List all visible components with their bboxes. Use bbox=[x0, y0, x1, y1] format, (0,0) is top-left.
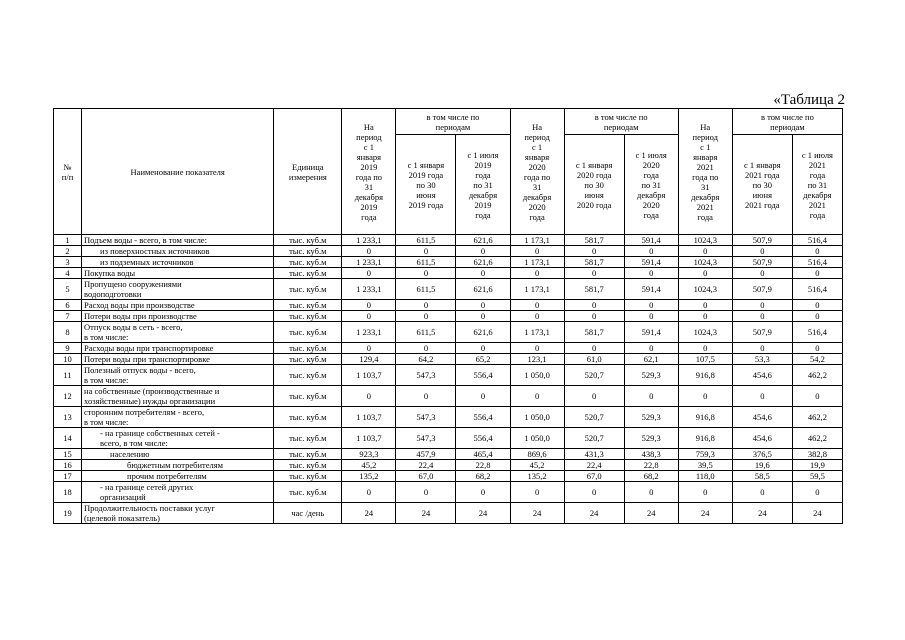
value-cell: 0 bbox=[342, 386, 396, 407]
row-number: 16 bbox=[54, 460, 82, 471]
value-cell: 431,3 bbox=[564, 449, 624, 460]
value-cell: 520,7 bbox=[564, 428, 624, 449]
value-cell: 0 bbox=[342, 246, 396, 257]
indicator-name: Потери воды при производстве bbox=[82, 311, 274, 322]
value-cell: 0 bbox=[792, 300, 842, 311]
value-cell: 611,5 bbox=[396, 235, 456, 246]
value-cell: 0 bbox=[678, 268, 732, 279]
value-cell: 0 bbox=[396, 246, 456, 257]
value-cell: 0 bbox=[396, 343, 456, 354]
table-row bbox=[54, 482, 843, 503]
value-cell: 591,4 bbox=[624, 279, 678, 300]
value-cell: 24 bbox=[678, 503, 732, 524]
indicator-name: на собственные (производственные и хозяйственные) нужды организации bbox=[82, 386, 274, 407]
value-cell: 465,4 bbox=[456, 449, 510, 460]
value-cell: 0 bbox=[510, 482, 564, 503]
value-cell: 0 bbox=[510, 268, 564, 279]
header-period-2019: На период с 1 января 2019 года по 31 декабря 2019 года bbox=[342, 109, 396, 235]
value-cell: 462,2 bbox=[792, 428, 842, 449]
row-number: 13 bbox=[54, 407, 82, 428]
value-cell: 0 bbox=[678, 311, 732, 322]
table-row bbox=[54, 386, 843, 407]
indicator-name: - на границе сетей других организаций bbox=[82, 482, 274, 503]
row-number: 8 bbox=[54, 322, 82, 343]
header-h1-2021: с 1 января 2021 года по 30 июня 2021 года bbox=[732, 135, 792, 235]
value-cell: 54,2 bbox=[792, 354, 842, 365]
value-cell: 22,4 bbox=[396, 460, 456, 471]
value-cell: 1024,3 bbox=[678, 279, 732, 300]
value-cell: 61,0 bbox=[564, 354, 624, 365]
value-cell: 58,5 bbox=[732, 471, 792, 482]
indicator-name: Полезный отпуск воды - всего, в том числе: bbox=[82, 365, 274, 386]
value-cell: 24 bbox=[732, 503, 792, 524]
value-cell: 547,3 bbox=[396, 428, 456, 449]
value-cell: 0 bbox=[678, 482, 732, 503]
value-cell: 516,4 bbox=[792, 257, 842, 268]
indicator-name: сторонним потребителям - всего, в том числе: bbox=[82, 407, 274, 428]
indicator-name: Продолжительность поставки услуг (целевой показатель) bbox=[82, 503, 274, 524]
value-cell: 0 bbox=[792, 482, 842, 503]
value-cell: 376,5 bbox=[732, 449, 792, 460]
value-cell: 0 bbox=[678, 246, 732, 257]
header-period-2021: На период с 1 января 2021 года по 31 декабря 2021 года bbox=[678, 109, 732, 235]
header-subperiods-2020: в том числе по периодам bbox=[564, 109, 678, 135]
value-cell: 0 bbox=[564, 386, 624, 407]
value-cell: 0 bbox=[564, 343, 624, 354]
value-cell: 0 bbox=[564, 268, 624, 279]
value-cell: 1 050,0 bbox=[510, 407, 564, 428]
table-row bbox=[54, 268, 843, 279]
unit-cell: тыс. куб.м bbox=[274, 322, 342, 343]
value-cell: 611,5 bbox=[396, 257, 456, 268]
table-row bbox=[54, 300, 843, 311]
table-row bbox=[54, 471, 843, 482]
value-cell: 129,4 bbox=[342, 354, 396, 365]
indicator-name: Отпуск воды в сеть - всего, в том числе: bbox=[82, 322, 274, 343]
value-cell: 621,6 bbox=[456, 322, 510, 343]
value-cell: 0 bbox=[792, 311, 842, 322]
value-cell: 516,4 bbox=[792, 322, 842, 343]
value-cell: 516,4 bbox=[792, 235, 842, 246]
value-cell: 0 bbox=[678, 343, 732, 354]
value-cell: 869,6 bbox=[510, 449, 564, 460]
indicator-name: Покупка воды bbox=[82, 268, 274, 279]
row-number: 2 bbox=[54, 246, 82, 257]
value-cell: 118,0 bbox=[678, 471, 732, 482]
value-cell: 516,4 bbox=[792, 279, 842, 300]
row-number: 1 bbox=[54, 235, 82, 246]
value-cell: 507,9 bbox=[732, 235, 792, 246]
unit-cell: тыс. куб.м bbox=[274, 235, 342, 246]
unit-cell: тыс. куб.м bbox=[274, 428, 342, 449]
value-cell: 1 173,1 bbox=[510, 235, 564, 246]
row-number: 12 bbox=[54, 386, 82, 407]
value-cell: 0 bbox=[342, 311, 396, 322]
header-h1-2020: с 1 января 2020 года по 30 июня 2020 года bbox=[564, 135, 624, 235]
value-cell: 529,3 bbox=[624, 365, 678, 386]
value-cell: 0 bbox=[510, 246, 564, 257]
value-cell: 39,5 bbox=[678, 460, 732, 471]
value-cell: 0 bbox=[396, 311, 456, 322]
unit-cell: тыс. куб.м bbox=[274, 386, 342, 407]
indicator-name: Потери воды при транспортировке bbox=[82, 354, 274, 365]
value-cell: 0 bbox=[510, 300, 564, 311]
unit-cell: тыс. куб.м bbox=[274, 343, 342, 354]
indicator-name: - на границе собственных сетей - всего, в том числе: bbox=[82, 428, 274, 449]
value-cell: 382,8 bbox=[792, 449, 842, 460]
row-number: 9 bbox=[54, 343, 82, 354]
table-row bbox=[54, 246, 843, 257]
value-cell: 67,0 bbox=[564, 471, 624, 482]
header-subperiods-2021: в том числе по периодам bbox=[732, 109, 842, 135]
value-cell: 591,4 bbox=[624, 322, 678, 343]
value-cell: 611,5 bbox=[396, 279, 456, 300]
value-cell: 591,4 bbox=[624, 257, 678, 268]
value-cell: 0 bbox=[792, 246, 842, 257]
unit-cell: тыс. куб.м bbox=[274, 449, 342, 460]
value-cell: 916,8 bbox=[678, 365, 732, 386]
table-row bbox=[54, 343, 843, 354]
value-cell: 457,9 bbox=[396, 449, 456, 460]
header-unit: Единица измерения bbox=[274, 109, 342, 235]
value-cell: 547,3 bbox=[396, 407, 456, 428]
value-cell: 1024,3 bbox=[678, 257, 732, 268]
value-cell: 64,2 bbox=[396, 354, 456, 365]
value-cell: 67,0 bbox=[396, 471, 456, 482]
value-cell: 19,6 bbox=[732, 460, 792, 471]
value-cell: 547,3 bbox=[396, 365, 456, 386]
value-cell: 0 bbox=[510, 386, 564, 407]
indicator-name: населению bbox=[82, 449, 274, 460]
unit-cell: тыс. куб.м bbox=[274, 460, 342, 471]
row-number: 6 bbox=[54, 300, 82, 311]
value-cell: 19,9 bbox=[792, 460, 842, 471]
value-cell: 1 050,0 bbox=[510, 428, 564, 449]
value-cell: 135,2 bbox=[510, 471, 564, 482]
value-cell: 0 bbox=[456, 300, 510, 311]
value-cell: 22,8 bbox=[456, 460, 510, 471]
row-number: 5 bbox=[54, 279, 82, 300]
value-cell: 0 bbox=[624, 386, 678, 407]
value-cell: 0 bbox=[624, 268, 678, 279]
unit-cell: тыс. куб.м bbox=[274, 268, 342, 279]
indicator-name: из поверхностных источников bbox=[82, 246, 274, 257]
value-cell: 507,9 bbox=[732, 322, 792, 343]
value-cell: 923,3 bbox=[342, 449, 396, 460]
value-cell: 529,3 bbox=[624, 407, 678, 428]
unit-cell: тыс. куб.м bbox=[274, 407, 342, 428]
indicator-name: прочим потребителям bbox=[82, 471, 274, 482]
header-period-2020: На период с 1 января 2020 года по 31 декабря 2020 года bbox=[510, 109, 564, 235]
value-cell: 0 bbox=[396, 300, 456, 311]
value-cell: 0 bbox=[732, 311, 792, 322]
value-cell: 0 bbox=[624, 300, 678, 311]
value-cell: 1 173,1 bbox=[510, 257, 564, 268]
value-cell: 0 bbox=[456, 246, 510, 257]
value-cell: 0 bbox=[510, 311, 564, 322]
value-cell: 68,2 bbox=[624, 471, 678, 482]
value-cell: 581,7 bbox=[564, 235, 624, 246]
value-cell: 24 bbox=[456, 503, 510, 524]
value-cell: 59,5 bbox=[792, 471, 842, 482]
value-cell: 0 bbox=[396, 386, 456, 407]
value-cell: 556,4 bbox=[456, 407, 510, 428]
value-cell: 0 bbox=[564, 300, 624, 311]
row-number: 11 bbox=[54, 365, 82, 386]
value-cell: 916,8 bbox=[678, 407, 732, 428]
value-cell: 62,1 bbox=[624, 354, 678, 365]
value-cell: 0 bbox=[456, 268, 510, 279]
value-cell: 0 bbox=[564, 246, 624, 257]
value-cell: 454,6 bbox=[732, 365, 792, 386]
value-cell: 1 173,1 bbox=[510, 279, 564, 300]
value-cell: 22,8 bbox=[624, 460, 678, 471]
value-cell: 0 bbox=[396, 482, 456, 503]
value-cell: 556,4 bbox=[456, 365, 510, 386]
indicator-name: Расход воды при производстве bbox=[82, 300, 274, 311]
value-cell: 0 bbox=[732, 482, 792, 503]
table-row bbox=[54, 449, 843, 460]
value-cell: 0 bbox=[456, 311, 510, 322]
value-cell: 1 233,1 bbox=[342, 279, 396, 300]
indicator-name: из подземных источников bbox=[82, 257, 274, 268]
value-cell: 454,6 bbox=[732, 407, 792, 428]
value-cell: 0 bbox=[456, 343, 510, 354]
value-cell: 529,3 bbox=[624, 428, 678, 449]
row-number: 4 bbox=[54, 268, 82, 279]
value-cell: 24 bbox=[342, 503, 396, 524]
value-cell: 759,3 bbox=[678, 449, 732, 460]
value-cell: 0 bbox=[396, 268, 456, 279]
value-cell: 123,1 bbox=[510, 354, 564, 365]
row-number: 3 bbox=[54, 257, 82, 268]
value-cell: 556,4 bbox=[456, 428, 510, 449]
value-cell: 454,6 bbox=[732, 428, 792, 449]
value-cell: 24 bbox=[792, 503, 842, 524]
value-cell: 0 bbox=[510, 343, 564, 354]
value-cell: 0 bbox=[624, 482, 678, 503]
value-cell: 65,2 bbox=[456, 354, 510, 365]
value-cell: 0 bbox=[624, 343, 678, 354]
value-cell: 1 050,0 bbox=[510, 365, 564, 386]
header-num: № п/п bbox=[54, 109, 82, 235]
value-cell: 507,9 bbox=[732, 257, 792, 268]
value-cell: 0 bbox=[732, 268, 792, 279]
value-cell: 621,6 bbox=[456, 279, 510, 300]
value-cell: 68,2 bbox=[456, 471, 510, 482]
value-cell: 0 bbox=[342, 300, 396, 311]
value-cell: 0 bbox=[678, 300, 732, 311]
value-cell: 45,2 bbox=[510, 460, 564, 471]
table-row bbox=[54, 311, 843, 322]
value-cell: 0 bbox=[792, 343, 842, 354]
row-number: 18 bbox=[54, 482, 82, 503]
value-cell: 621,6 bbox=[456, 257, 510, 268]
value-cell: 1 233,1 bbox=[342, 235, 396, 246]
header-name: Наименование показателя bbox=[82, 109, 274, 235]
value-cell: 0 bbox=[456, 482, 510, 503]
unit-cell: тыс. куб.м bbox=[274, 300, 342, 311]
value-cell: 53,3 bbox=[732, 354, 792, 365]
table-row bbox=[54, 257, 843, 268]
value-cell: 107,5 bbox=[678, 354, 732, 365]
row-number: 17 bbox=[54, 471, 82, 482]
value-cell: 581,7 bbox=[564, 279, 624, 300]
row-number: 19 bbox=[54, 503, 82, 524]
table-row bbox=[54, 279, 843, 300]
value-cell: 0 bbox=[792, 386, 842, 407]
value-cell: 581,7 bbox=[564, 257, 624, 268]
header-h2-2019: с 1 июля 2019 года по 31 декабря 2019 года bbox=[456, 135, 510, 235]
water-balance-table bbox=[53, 108, 843, 524]
value-cell: 135,2 bbox=[342, 471, 396, 482]
value-cell: 1024,3 bbox=[678, 322, 732, 343]
value-cell: 1 233,1 bbox=[342, 257, 396, 268]
value-cell: 1 173,1 bbox=[510, 322, 564, 343]
header-subperiods-2019: в том числе по периодам bbox=[396, 109, 510, 135]
value-cell: 611,5 bbox=[396, 322, 456, 343]
unit-cell: тыс. куб.м bbox=[274, 257, 342, 268]
table-row bbox=[54, 407, 843, 428]
value-cell: 916,8 bbox=[678, 428, 732, 449]
value-cell: 0 bbox=[456, 386, 510, 407]
value-cell: 462,2 bbox=[792, 407, 842, 428]
value-cell: 24 bbox=[624, 503, 678, 524]
value-cell: 0 bbox=[732, 343, 792, 354]
value-cell: 1 103,7 bbox=[342, 407, 396, 428]
table-row bbox=[54, 503, 843, 524]
table-row bbox=[54, 428, 843, 449]
value-cell: 462,2 bbox=[792, 365, 842, 386]
value-cell: 0 bbox=[624, 246, 678, 257]
unit-cell: тыс. куб.м bbox=[274, 482, 342, 503]
value-cell: 520,7 bbox=[564, 407, 624, 428]
value-cell: 0 bbox=[342, 343, 396, 354]
value-cell: 591,4 bbox=[624, 235, 678, 246]
value-cell: 24 bbox=[564, 503, 624, 524]
table-body bbox=[54, 235, 843, 524]
value-cell: 621,6 bbox=[456, 235, 510, 246]
header-h2-2020: с 1 июля 2020 года по 31 декабря 2020 года bbox=[624, 135, 678, 235]
unit-cell: тыс. куб.м bbox=[274, 246, 342, 257]
value-cell: 581,7 bbox=[564, 322, 624, 343]
value-cell: 24 bbox=[396, 503, 456, 524]
value-cell: 1 233,1 bbox=[342, 322, 396, 343]
value-cell: 0 bbox=[624, 311, 678, 322]
row-number: 10 bbox=[54, 354, 82, 365]
value-cell: 0 bbox=[342, 268, 396, 279]
table-row bbox=[54, 354, 843, 365]
unit-cell: тыс. куб.м bbox=[274, 354, 342, 365]
table-caption: «Таблица 2 bbox=[773, 92, 845, 108]
value-cell: 0 bbox=[732, 246, 792, 257]
indicator-name: бюджетным потребителям bbox=[82, 460, 274, 471]
value-cell: 0 bbox=[792, 268, 842, 279]
value-cell: 1 103,7 bbox=[342, 365, 396, 386]
value-cell: 1 103,7 bbox=[342, 428, 396, 449]
row-number: 7 bbox=[54, 311, 82, 322]
indicator-name: Пропущено сооружениями водоподготовки bbox=[82, 279, 274, 300]
value-cell: 0 bbox=[564, 311, 624, 322]
value-cell: 0 bbox=[678, 386, 732, 407]
unit-cell: тыс. куб.м bbox=[274, 365, 342, 386]
table-row bbox=[54, 460, 843, 471]
indicator-name: Подъем воды - всего, в том числе: bbox=[82, 235, 274, 246]
row-number: 15 bbox=[54, 449, 82, 460]
table-row bbox=[54, 235, 843, 246]
header-h1-2019: с 1 января 2019 года по 30 июня 2019 года bbox=[396, 135, 456, 235]
value-cell: 0 bbox=[732, 386, 792, 407]
table-row bbox=[54, 365, 843, 386]
value-cell: 0 bbox=[732, 300, 792, 311]
unit-cell: тыс. куб.м bbox=[274, 279, 342, 300]
indicator-name: Расходы воды при транспортировке bbox=[82, 343, 274, 354]
value-cell: 438,3 bbox=[624, 449, 678, 460]
value-cell: 0 bbox=[564, 482, 624, 503]
value-cell: 1024,3 bbox=[678, 235, 732, 246]
value-cell: 507,9 bbox=[732, 279, 792, 300]
value-cell: 45,2 bbox=[342, 460, 396, 471]
header-h2-2021: с 1 июля 2021 года по 31 декабря 2021 года bbox=[792, 135, 842, 235]
value-cell: 24 bbox=[510, 503, 564, 524]
value-cell: 0 bbox=[342, 482, 396, 503]
unit-cell: тыс. куб.м bbox=[274, 471, 342, 482]
unit-cell: час /день bbox=[274, 503, 342, 524]
row-number: 14 bbox=[54, 428, 82, 449]
value-cell: 520,7 bbox=[564, 365, 624, 386]
value-cell: 22,4 bbox=[564, 460, 624, 471]
unit-cell: тыс. куб.м bbox=[274, 311, 342, 322]
table-row bbox=[54, 322, 843, 343]
